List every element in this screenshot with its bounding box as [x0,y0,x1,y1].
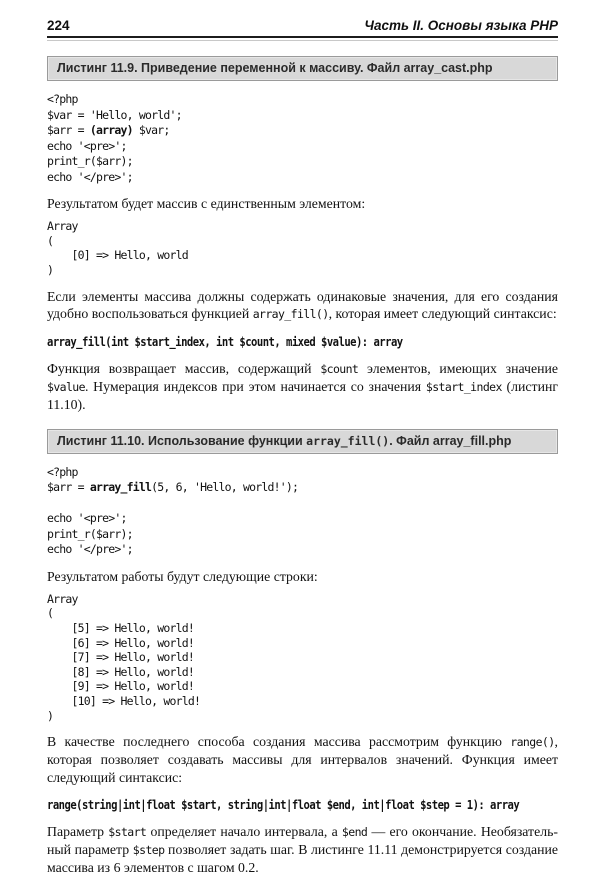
code-line: ) [47,708,54,723]
syntax-range: range(string|int|float $start, string|int|float $end, int|float $step = 1): array [47,797,520,812]
page-number: 224 [47,18,70,33]
paragraph-array-fill-description: Функция возвращает массив, содержащий $count элементов, имеющих значение $value. Нумерация индексов при этом начинается со значения $start_index (листинг 11.10). [47,360,558,413]
paragraph-range-intro: В качестве последнего способа создания массива рассмотрим функцию range(), которая позволяет создавать массивы для интервалов значений. Функция имеет следующий синтаксис: [47,734,558,785]
syntax-row-range [47,788,558,813]
code-line: [0] => Hello, world [47,248,188,263]
code-line: [7] => Hello, world! [47,650,194,665]
code-line: Array [47,591,78,606]
code-line: <?php [47,92,78,106]
running-head [47,18,558,33]
listing-11-10-title-bar: Листинг 11.10. Использование функции array_fill(). Файл array_fill.php [47,429,558,454]
part-title: Часть II. Основы языка PHP [364,18,558,33]
paragraph-array-fill-intro: Если элементы массива должны содержать одинаковые значения, для его создания удобно воспользоваться функцией array_fill(), которая имеет следующий синтаксис: [47,288,558,321]
listing-11-10-code [47,465,558,558]
code-line: [8] => Hello, world! [47,664,194,679]
code-line: $arr = array_fill(5, 6, 'Hello, world!'); [47,480,299,495]
code-line: Array [47,219,78,234]
paragraph-range-description: Параметр $start определяет начало интервала, а $end — его окончание. Необязательный параметр $step позволяет задать шаг. В листинге 11.11 демонстрируется создание массива из 6 элементов с шагом 0.2. [47,823,558,876]
code-line: echo '</pre>'; [47,542,133,557]
code-line [47,496,558,512]
paragraph-result-11-10: Результатом работы будут следующие строки: [47,568,318,584]
header-rule-shadow [47,40,558,41]
console-output-11-9 [47,219,558,277]
code-line: echo '<pre>'; [47,138,127,153]
syntax-array-fill: array_fill(int $start_index, int $count, mixed $value): array [47,334,403,349]
header-rule [47,36,558,38]
code-line: $var = 'Hello, world'; [47,107,182,122]
code-line: [6] => Hello, world! [47,635,194,650]
code-line: [9] => Hello, world! [47,679,194,694]
paragraph-result-11-9: Результатом будет массив с единственным элементом: [47,196,366,211]
syntax-row-array-fill [47,325,558,350]
listing-11-9-code [47,92,558,185]
code-line: [10] => Hello, world! [47,693,201,708]
listing-11-9-title-bar: Листинг 11.9. Приведение переменной к массиву. Файл array_cast.php [47,56,558,81]
code-line: $arr = (array) $var; [47,123,170,137]
console-output-11-10 [47,592,558,723]
code-line: echo '<pre>'; [47,511,127,526]
code-line: <?php [47,464,78,479]
code-line: print_r($arr); [47,526,133,541]
code-line: ( [47,606,54,621]
code-line: [5] => Hello, world! [47,620,194,635]
code-line: print_r($arr); [47,154,133,168]
code-line: echo '</pre>'; [47,169,133,184]
code-line: ( [47,233,54,248]
code-line: ) [47,262,54,277]
